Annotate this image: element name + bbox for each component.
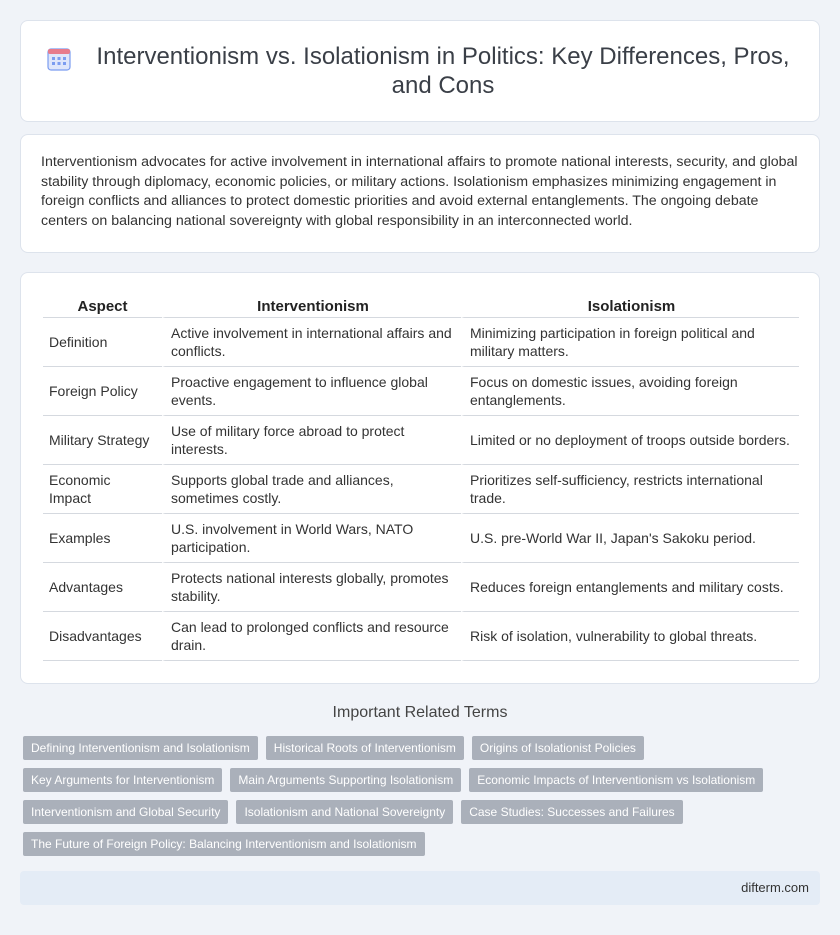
related-term-tag[interactable]: Isolationism and National Sovereignty <box>236 800 453 824</box>
row-isolationism: Prioritizes self-sufficiency, restricts international trade. <box>461 465 799 514</box>
row-aspect: Definition <box>43 318 162 367</box>
header-aspect: Aspect <box>43 295 162 318</box>
related-term-tag[interactable]: Case Studies: Successes and Failures <box>461 800 682 824</box>
row-interventionism: Can lead to prolonged conflicts and resource drain. <box>162 612 461 661</box>
row-interventionism: Use of military force abroad to protect interests. <box>162 416 461 465</box>
table-row <box>43 612 799 661</box>
related-terms-title: Important Related Terms <box>332 704 508 721</box>
table-header-row <box>43 295 799 318</box>
row-interventionism: U.S. involvement in World Wars, NATO participation. <box>162 514 461 563</box>
related-term-tag[interactable]: Key Arguments for Interventionism <box>23 768 222 792</box>
related-term-tag[interactable]: Origins of Isolationist Policies <box>472 736 644 760</box>
row-isolationism: U.S. pre-World War II, Japan's Sakoku period. <box>461 514 799 563</box>
row-interventionism: Active involvement in international affairs and conflicts. <box>162 318 461 367</box>
related-term-tag[interactable]: Main Arguments Supporting Isolationism <box>230 768 461 792</box>
comparison-table <box>43 295 799 661</box>
intro-text: Interventionism advocates for active involvement in international affairs to promote national interests, security, and global stability through diplomacy, economic policies, or military actions. Isolationism emphasizes minimizing engagement in foreign conflicts and alliances to protect domestic priorities and avoid external entanglements. The ongoing debate centers on balancing national sovereignty with global responsibility in an interconnected world. <box>41 154 798 229</box>
related-terms-list <box>23 736 803 856</box>
row-interventionism: Proactive engagement to influence global events. <box>162 367 461 416</box>
footer <box>20 871 820 905</box>
related-term-tag[interactable]: Defining Interventionism and Isolationism <box>23 736 258 760</box>
table-row <box>43 318 799 367</box>
related-term-tag[interactable]: The Future of Foreign Policy: Balancing Interventionism and Isolationism <box>23 832 425 856</box>
calendar-grid-icon <box>45 45 73 73</box>
row-aspect: Foreign Policy <box>43 367 162 416</box>
page-title: Interventionism vs. Isolationism in Politics: Key Differences, Pros, and Cons <box>96 43 790 99</box>
related-term-tag[interactable]: Interventionism and Global Security <box>23 800 228 824</box>
related-term-tag[interactable]: Economic Impacts of Interventionism vs Isolationism <box>469 768 763 792</box>
table-row <box>43 465 799 514</box>
comparison-card <box>20 272 820 684</box>
header-interventionism: Interventionism <box>162 295 461 318</box>
row-isolationism: Limited or no deployment of troops outside borders. <box>461 416 799 465</box>
header-isolationism: Isolationism <box>461 295 799 318</box>
row-aspect: Advantages <box>43 563 162 612</box>
row-aspect: Examples <box>43 514 162 563</box>
footer-site-link[interactable]: difterm.com <box>741 880 809 895</box>
row-interventionism: Protects national interests globally, promotes stability. <box>162 563 461 612</box>
row-isolationism: Focus on domestic issues, avoiding foreign entanglements. <box>461 367 799 416</box>
table-row <box>43 367 799 416</box>
row-aspect: Economic Impact <box>43 465 162 514</box>
table-row <box>43 563 799 612</box>
row-aspect: Disadvantages <box>43 612 162 661</box>
header-card <box>20 20 820 122</box>
row-isolationism: Minimizing participation in foreign political and military matters. <box>461 318 799 367</box>
row-isolationism: Reduces foreign entanglements and military costs. <box>461 563 799 612</box>
row-aspect: Military Strategy <box>43 416 162 465</box>
row-isolationism: Risk of isolation, vulnerability to global threats. <box>461 612 799 661</box>
table-row <box>43 514 799 563</box>
table-row <box>43 416 799 465</box>
row-interventionism: Supports global trade and alliances, sometimes costly. <box>162 465 461 514</box>
intro-card <box>20 134 820 253</box>
related-term-tag[interactable]: Historical Roots of Interventionism <box>266 736 464 760</box>
